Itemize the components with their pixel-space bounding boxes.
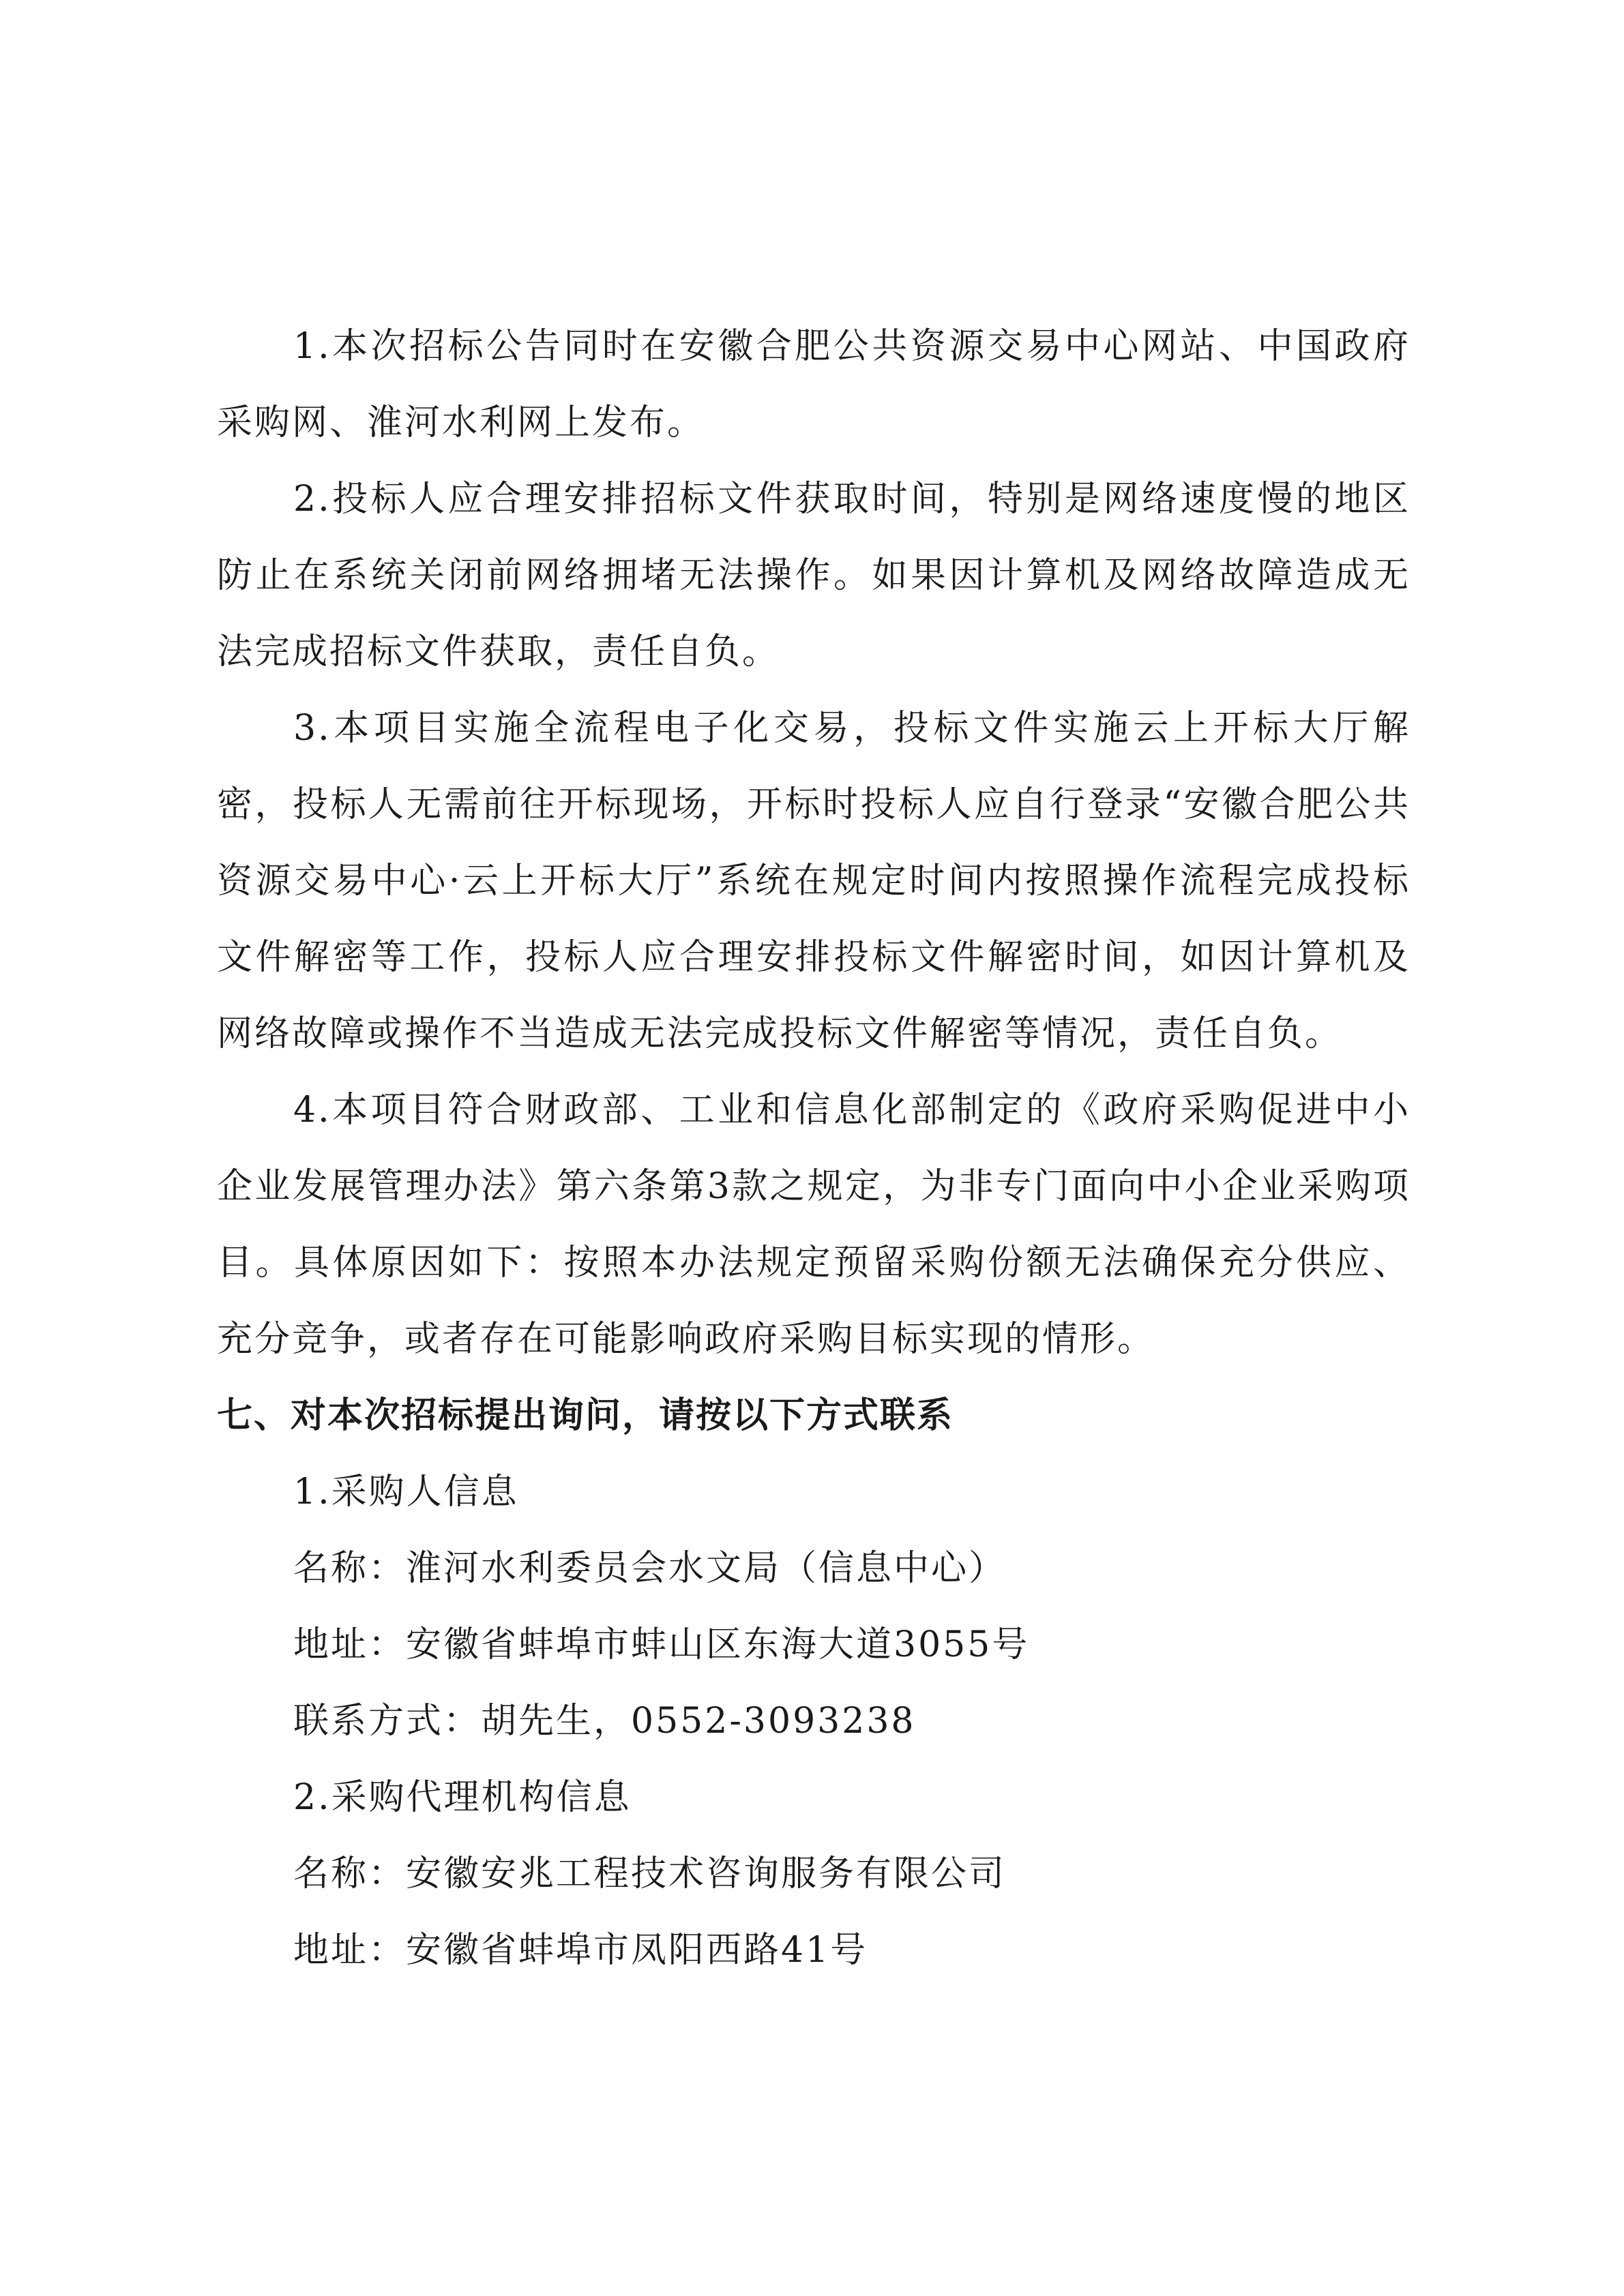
note-paragraph-2: 2.投标人应合理安排招标文件获取时间，特别是网络速度慢的地区防止在系统关闭前网络拥堵无法操作。如果因计算机及网络故障造成无法完成招标文件获取，责任自负。 [217,479,1411,672]
purchaser-address: 地址：安徽省蚌埠市蚌山区东海大道3055号 [293,1624,1030,1665]
agency-name: 名称：安徽安兆工程技术咨询服务有限公司 [293,1853,1007,1894]
note-paragraph-4: 4.本项目符合财政部、工业和信息化部制定的《政府采购促进中小企业发展管理办法》第六条第3款之规定，为非专门面向中小企业采购项目。具体原因如下：按照本办法规定预留采购份额无法确保充分供应、充分竞争，或者存在可能影响政府采购目标实现的情形。 [217,1090,1411,1360]
agency-info-title: 2.采购代理机构信息 [293,1777,632,1818]
purchaser-info-title: 1.采购人信息 [293,1472,519,1512]
note-paragraph-3: 3.本项目实施全流程电子化交易，投标文件实施云上开标大厅解密，投标人无需前往开标现场，开标时投标人应自行登录“安徽合肥公共资源交易中心·云上开标大厅”系统在规定时间内按照操作流程完成投标文件解密等工作，投标人应合理安排投标文件解密时间，如因计算机及网络故障或操作不当造成无法完成投标文件解密等情况，责任自负。 [217,708,1411,1054]
purchaser-contact: 联系方式：胡先生，0552-3093238 [293,1701,916,1742]
document-body [217,308,1411,1988]
contact-section-heading: 七、对本次招标提出询问，请按以下方式联系 [217,1395,954,1436]
note-paragraph-1: 1.本次招标公告同时在安徽合肥公共资源交易中心网站、中国政府采购网、淮河水利网上发布。 [217,326,1411,443]
agency-address: 地址：安徽省蚌埠市凤阳西路41号 [293,1930,868,1971]
purchaser-name: 名称：淮河水利委员会水文局（信息中心） [293,1548,1007,1589]
